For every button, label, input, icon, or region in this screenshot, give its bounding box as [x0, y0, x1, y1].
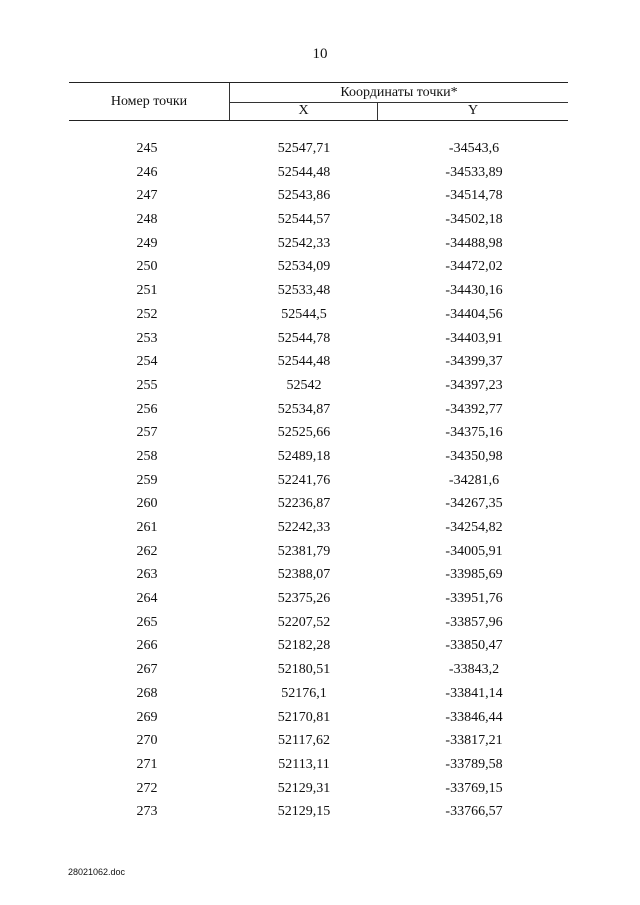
cell-x: 52242,33 [277, 520, 331, 535]
table-row [69, 682, 568, 706]
cell-x: 52542 [286, 377, 322, 393]
cell-x: 52170,81 [277, 709, 331, 725]
cell-point-number: 253 [136, 330, 158, 346]
cell-x: 52542,33 [277, 235, 331, 251]
header-y: Y [467, 103, 479, 118]
cell-point-number: 266 [136, 638, 158, 654]
cell-point-number: 257 [136, 425, 158, 441]
cell-point-number: 250 [136, 259, 158, 275]
page-number: 10 [312, 46, 328, 62]
cell-point-number: 262 [136, 543, 158, 559]
table-row [69, 800, 568, 824]
cell-y: -33841,14 [445, 685, 503, 701]
cell-point-number: 263 [136, 567, 158, 583]
cell-point-number: 258 [136, 448, 158, 464]
cell-y: -34254,82 [445, 520, 503, 535]
cell-point-number: 248 [136, 212, 158, 228]
cell-x: 52129,15 [277, 804, 331, 820]
table-row [69, 184, 568, 208]
table-row [69, 279, 568, 303]
cell-y: -34514,78 [445, 188, 503, 204]
table-row [69, 587, 568, 611]
table-row [69, 161, 568, 185]
table-row [69, 658, 568, 682]
header-coordinates: Координаты точки* [340, 85, 458, 100]
header-x: X [298, 103, 309, 118]
cell-y: -34281,6 [448, 472, 500, 488]
cell-y: -34430,16 [445, 283, 503, 299]
cell-point-number: 268 [136, 685, 158, 701]
cell-point-number: 251 [136, 283, 158, 299]
table-row [69, 255, 568, 279]
cell-x: 52543,86 [277, 188, 331, 204]
cell-y: -33817,21 [445, 733, 503, 749]
cell-y: -34403,91 [445, 330, 503, 346]
table-row [69, 729, 568, 753]
table-row [69, 445, 568, 469]
table-body [69, 137, 568, 824]
cell-point-number: 260 [136, 496, 158, 512]
cell-point-number: 264 [136, 591, 158, 607]
cell-point-number: 246 [136, 164, 158, 180]
cell-x: 52375,26 [277, 591, 331, 607]
table-row [69, 540, 568, 564]
cell-x: 52388,07 [277, 567, 331, 583]
cell-y: -33985,69 [445, 567, 503, 583]
cell-x: 52489,18 [277, 448, 331, 464]
table-row [69, 563, 568, 587]
table-row [69, 421, 568, 445]
cell-y: -34267,35 [445, 496, 503, 512]
table-row [69, 374, 568, 398]
cell-x: 52381,79 [277, 543, 331, 559]
cell-x: 52241,76 [277, 472, 331, 488]
table-row [69, 706, 568, 730]
table-row [69, 611, 568, 635]
table-row [69, 303, 568, 327]
cell-point-number: 254 [136, 354, 158, 370]
table-row [69, 232, 568, 256]
cell-y: -33843,2 [448, 662, 500, 678]
cell-x: 52544,48 [277, 164, 331, 180]
cell-point-number: 259 [136, 472, 158, 488]
cell-y: -34397,23 [445, 377, 503, 393]
table-row [69, 398, 568, 422]
cell-y: -34404,56 [445, 306, 503, 322]
cell-x: 52544,57 [277, 212, 331, 228]
cell-x: 52129,31 [277, 780, 331, 796]
cell-x: 52544,5 [281, 306, 327, 322]
cell-point-number: 272 [136, 780, 158, 796]
cell-point-number: 256 [136, 401, 158, 417]
cell-y: -34399,37 [445, 354, 503, 370]
cell-x: 52534,87 [277, 401, 331, 417]
cell-y: -34472,02 [445, 259, 503, 275]
table-row [69, 327, 568, 351]
cell-x: 52533,48 [277, 283, 331, 299]
cell-point-number: 247 [136, 188, 158, 204]
table-row [69, 777, 568, 801]
cell-point-number: 271 [136, 756, 158, 772]
table-row [69, 634, 568, 658]
coordinates-table [69, 82, 568, 824]
cell-point-number: 249 [136, 235, 158, 251]
document-filename: 28021062.doc [68, 867, 126, 877]
cell-x: 52534,09 [277, 259, 331, 275]
table-row [69, 137, 568, 161]
cell-point-number: 273 [136, 804, 158, 820]
cell-y: -33769,15 [445, 780, 503, 796]
cell-y: -33850,47 [445, 638, 503, 654]
cell-x: 52117,62 [278, 733, 330, 749]
table-row [69, 350, 568, 374]
cell-point-number: 245 [136, 141, 158, 156]
cell-x: 52180,51 [277, 662, 331, 678]
cell-y: -33766,57 [445, 804, 503, 820]
cell-point-number: 261 [136, 520, 158, 535]
cell-point-number: 255 [136, 377, 158, 393]
cell-x: 52182,28 [277, 638, 331, 654]
cell-x: 52207,52 [277, 614, 331, 630]
cell-x: 52544,78 [277, 330, 331, 346]
cell-point-number: 267 [136, 662, 158, 678]
cell-point-number: 252 [136, 306, 158, 322]
cell-point-number: 265 [136, 614, 158, 630]
cell-y: -33951,76 [445, 591, 503, 607]
table-row [69, 208, 568, 232]
cell-y: -34543,6 [448, 141, 500, 156]
cell-y: -33846,44 [445, 709, 503, 725]
cell-point-number: 270 [136, 733, 158, 749]
cell-x: 52176,1 [281, 685, 327, 701]
cell-y: -33857,96 [445, 614, 503, 630]
cell-x: 52113,11 [278, 756, 330, 772]
cell-x: 52236,87 [277, 496, 331, 512]
header-point-number: Номер точки [110, 94, 188, 109]
cell-y: -33789,58 [445, 756, 503, 772]
cell-y: -34350,98 [445, 448, 503, 464]
table-row [69, 492, 568, 516]
cell-x: 52525,66 [277, 425, 331, 441]
table-header [69, 82, 568, 121]
table-row [69, 753, 568, 777]
cell-y: -34392,77 [445, 401, 503, 417]
table-row [69, 469, 568, 493]
cell-x: 52547,71 [277, 141, 331, 156]
cell-y: -34488,98 [445, 235, 503, 251]
cell-y: -34375,16 [445, 425, 503, 441]
table-row [69, 516, 568, 540]
cell-x: 52544,48 [277, 354, 331, 370]
cell-point-number: 269 [136, 709, 158, 725]
cell-y: -34502,18 [445, 212, 503, 228]
cell-y: -34533,89 [445, 164, 503, 180]
cell-y: -34005,91 [445, 543, 503, 559]
